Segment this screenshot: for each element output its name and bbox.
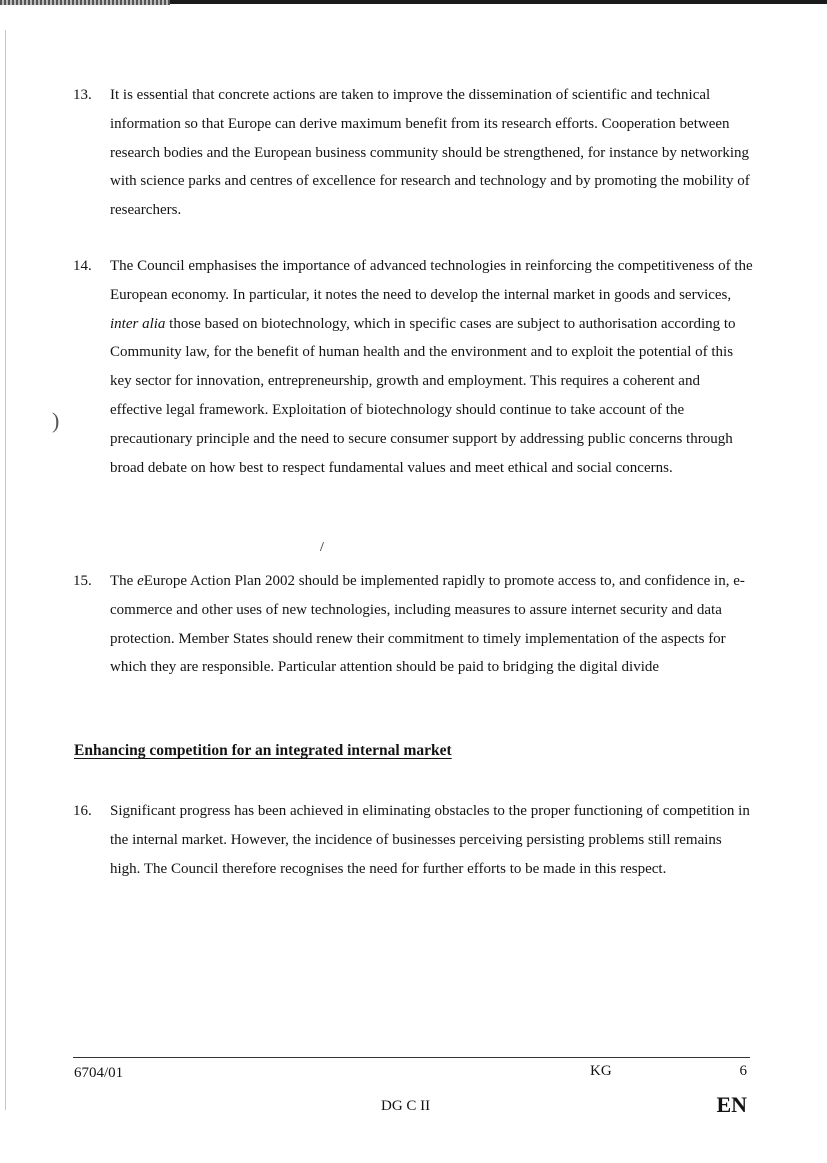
- footer-department: DG C II: [381, 1098, 431, 1114]
- footer-page-number: 6: [739, 1063, 747, 1079]
- scan-margin-line: [5, 30, 6, 1110]
- paragraph-15: [73, 567, 753, 682]
- paragraph-16: [73, 797, 753, 883]
- paragraph-number: 13.: [73, 87, 92, 103]
- scan-speckle: [0, 0, 170, 5]
- paragraph-text: Significant progress has been achieved in eliminating obstacles to the proper functioning of competition in the internal market. However, the incidence of businesses perceiving persisting problems still remains high. The Council therefore recognises the need for further efforts to be made in this respect.: [110, 803, 750, 877]
- paragraph-text: The eEurope Action Plan 2002 should be implemented rapidly to promote access to, and confidence in, e-commerce and other uses of new technologies, including measures to assure internet security and data protection. Member States should renew their commitment to timely implementation of the aspects for which they are responsible. Particular attention should be paid to bridging the digital divide: [110, 573, 745, 676]
- paragraph-number: 16.: [73, 803, 92, 819]
- footer-divider: [73, 1057, 750, 1058]
- footer-doc-number: 6704/01: [74, 1065, 124, 1081]
- italic-term: inter alia: [110, 315, 166, 332]
- footer-initials: KG: [590, 1063, 612, 1079]
- italic-term: e: [137, 573, 144, 589]
- paragraph-number: 15.: [73, 573, 92, 589]
- paragraph-14: [73, 252, 753, 482]
- scan-mark: /: [320, 540, 324, 555]
- paragraph-text: The Council emphasises the importance of advanced technologies in reinforcing the competitiveness of the European economy. In particular, it notes the need to develop the internal market in goods and services, inter alia those based on biotechnology, which in specific cases are subject to authorisation according to Community law, for the benefit of human health and the environment and to exploit the potential of this key sector for innovation, entrepreneurship, growth and employment. This requires a coherent and effective legal framework. Exploitation of biotechnology should continue to take account of the precautionary principle and the need to secure consumer support by addressing public concerns through broad debate on how best to respect fundamental values and meet ethical and social concerns.: [110, 258, 753, 476]
- paragraph-number: 14.: [73, 258, 92, 274]
- scan-mark: ): [52, 408, 60, 433]
- paragraph-13: [73, 81, 753, 225]
- footer-language: EN: [716, 1092, 747, 1117]
- section-heading: Enhancing competition for an integrated internal market: [74, 742, 452, 759]
- paragraph-text: It is essential that concrete actions are taken to improve the dissemination of scientific and technical information so that Europe can derive maximum benefit from its research efforts. Cooperation between research bodies and the European business community should be strengthened, for instance by networking with science parks and centres of excellence for research and technology and by promoting the mobility of researchers.: [110, 87, 750, 219]
